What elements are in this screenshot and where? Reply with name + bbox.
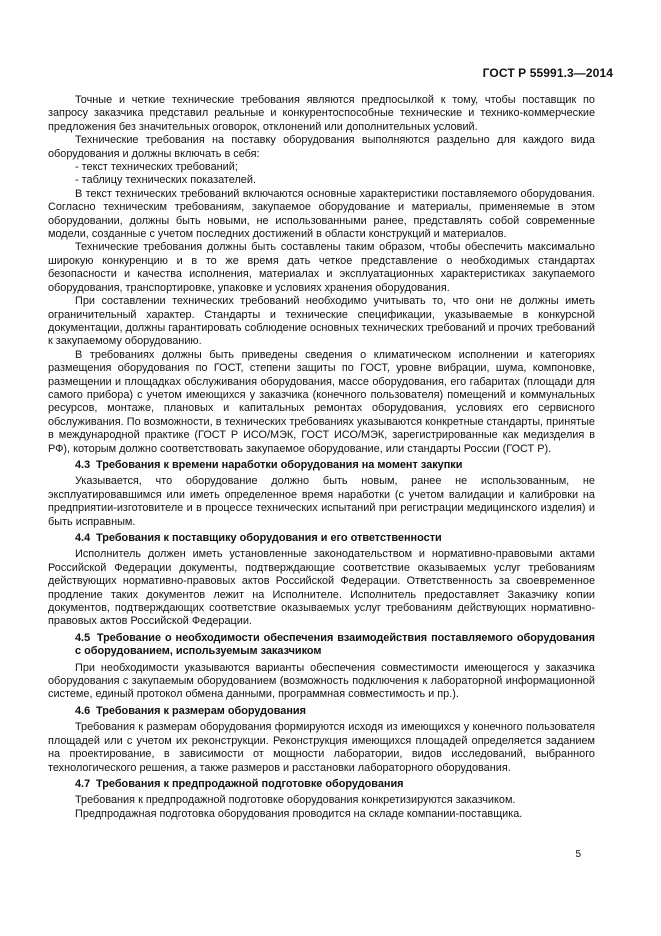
paragraph: При необходимости указываются варианты обеспечения совместимости имеющегося у заказчика оборудования с закупаемым оборудованием (возможность подключения к лабораторной информационной системе, единый протокол обмена данными, программная совместимость и пр.). <box>48 661 595 701</box>
section-number: 4.7 <box>75 777 91 790</box>
paragraph: Технические требования должны быть составлены таким образом, чтобы обеспечить максимально широкую конкуренцию и в то же время дать четкое представление о необходимых стандартах безопасности и качества исполнения, материалах и эксплуатационных характеристиках закупаемого оборудования, транспортировке, упаковке и условиях хранения оборудования. <box>48 241 595 294</box>
list-item: - текст технических требований; <box>75 161 238 174</box>
section-heading-4-7 <box>48 778 595 791</box>
section-number: 4.3 <box>75 458 91 471</box>
paragraph: Исполнитель должен иметь установленные законодательством и нормативно-правовыми актами Российской Федерации документы, подтверждающие соответствие оказываемых услуг требованиям действующих нормативно-правовых актов Российской Федерации. Ответственность за своевременное продление таких документов лежит на Исполнителе. Исполнитель предоставляет Заказчику копии документов, подтверждающих соответствие оказываемых услуг требованиям действующих нормативно-правовых актов Российской Федерации. <box>48 548 595 628</box>
paragraph: Требования к предпродажной подготовке оборудования конкретизируются заказчиком. <box>75 794 516 807</box>
section-title: Требования к времени наработки оборудования на момент закупки <box>96 458 463 471</box>
section-number: 4.5 <box>75 631 91 644</box>
section-heading-4-3 <box>48 459 595 472</box>
document-body <box>48 94 595 821</box>
paragraph: Предпродажная подготовка оборудования проводится на складе компании-поставщика. <box>75 807 523 820</box>
list-item: - таблицу технических показателей. <box>75 174 256 187</box>
section-number: 4.4 <box>75 532 91 544</box>
paragraph: Технические требования на поставку оборудования выполняются раздельно для каждого вида оборудования и должны включать в себя: <box>48 134 595 160</box>
paragraph: Точные и четкие технические требования являются предпосылкой к тому, чтобы поставщик по запросу заказчика представил реальные и конкурентоспособные технические и технико-коммерческие предложения без значительных оговорок, отклонений или дополнительных условий. <box>48 94 595 133</box>
section-title: Требования к размерам оборудования <box>96 704 306 717</box>
paragraph: В текст технических требований включаются основные характеристики поставляемого оборудования. Согласно техническим требованиям, закупаемое оборудование и материалы, применяемые в этом оборудовании, должны быть новыми, не использованными ранее, представлять собой современные модели, созданные с учетом последних достижений в области конструкций и материалов. <box>48 187 595 241</box>
paragraph: Указывается, что оборудование должно быть новым, ранее не использованным, не эксплуатировавшимся или иметь определенное время наработки (с учетом валидации и калибровки на предприятии-изготовителе и в процессе технических испытаний при регистрации медицинского изделия) и быть исправным. <box>48 475 595 528</box>
section-title: Требования к предпродажной подготовке оборудования <box>96 777 404 790</box>
page-number: 5 <box>575 849 581 860</box>
paragraph: При составлении технических требований необходимо учитывать то, что они не должны иметь ограничительный характер. Стандарты и технические спецификации, указываемые в конкурсной документации, должны гарантировать соблюдение основных технических требований и прочих требований к закупаемому оборудованию. <box>48 295 595 348</box>
paragraph: В требованиях должны быть приведены сведения о климатическом исполнении и категориях размещения оборудования по ГОСТ, степени защиты по ГОСТ, уровне вибрации, шума, компоновке, размещении и площадках обслуживания оборудования, массе оборудования, его габаритах (площади для самого прибора) с учетом имеющихся у заказчика (конечного пользователя) помещений и коммунальных ресурсов, монтаже, плановых и капитальных ремонтах оборудования, условиях его сервисного обслуживания. По возможности, в технических требованиях указываются конкретные стандарты, принятые в международной практике (ГОСТ Р ИСО/МЭК, ГОСТ ИСО/МЭК, зарегистрированные как медизделия в РФ), которым должно соответствовать закупаемое оборудование, или стандарты России (ГОСТ Р). <box>48 348 595 455</box>
section-heading-4-5 <box>48 632 595 659</box>
section-heading-4-6 <box>48 705 595 718</box>
section-title: Требование о необходимости обеспечения взаимодействия поставляемого оборудования с оборудованием, используемым заказчиком <box>75 631 595 658</box>
section-title: Требования к поставщику оборудования и его ответственности <box>96 532 442 544</box>
section-number: 4.6 <box>75 704 91 717</box>
paragraph: Требования к размерам оборудования формируются исходя из имеющихся у конечного пользователя площадей или с учетом их реконструкции. Реконструкция имеющихся площадей определяется заданием на проектирование, в зависимости от мощности лаборатории, видов исследований, выбранного технологического решения, а также размеров и расстановки лабораторного оборудования. <box>48 721 595 774</box>
document-code: ГОСТ Р 55991.3—2014 <box>482 66 613 80</box>
section-heading-4-4 <box>48 532 595 545</box>
